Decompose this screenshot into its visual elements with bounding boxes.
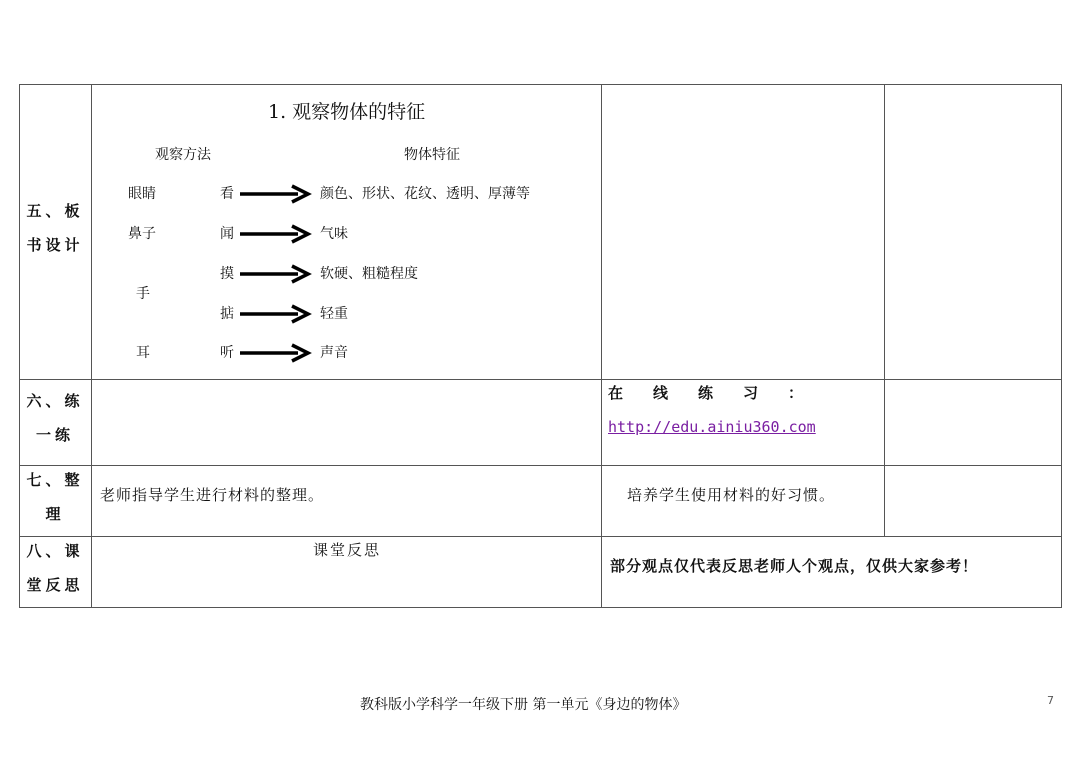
- row-label-board-design: 五、板书设计: [26, 202, 84, 254]
- table-right-border: [1061, 84, 1062, 608]
- feature-listen: 声音: [320, 345, 348, 361]
- organ-eyes: 眼睛: [128, 186, 156, 202]
- row-label-organize: 七、整理: [26, 471, 84, 523]
- online-practice-label: 在 线 练 习 ：: [608, 384, 804, 402]
- right-arrow-icon: [240, 224, 312, 244]
- feature-smell: 气味: [320, 226, 348, 242]
- column-header-feature: 物体特征: [404, 147, 460, 163]
- action-look: 看: [220, 186, 234, 202]
- action-touch: 摸: [220, 266, 234, 282]
- column-divider: [884, 84, 885, 536]
- column-divider: [91, 84, 92, 608]
- right-arrow-icon: [240, 184, 312, 204]
- organ-nose: 鼻子: [128, 226, 156, 242]
- table-left-border: [19, 84, 20, 608]
- practice-link[interactable]: http://edu.ainiu360.com: [608, 418, 816, 436]
- row-label-practice: 六、练一练: [26, 392, 84, 444]
- page-footer: 教科版小学科学一年级下册 第一单元《身边的物体》: [360, 697, 687, 713]
- row-divider: [19, 465, 1062, 466]
- feature-look: 颜色、形状、花纹、透明、厚薄等: [320, 186, 530, 202]
- page-number: 7: [1047, 694, 1054, 707]
- right-arrow-icon: [240, 304, 312, 324]
- row-divider: [19, 379, 1062, 380]
- right-arrow-icon: [240, 343, 312, 363]
- row-label-reflection: 八、课堂反思: [26, 542, 84, 594]
- row-divider: [19, 536, 1062, 537]
- action-listen: 听: [220, 345, 234, 361]
- board-title: 1. 观察物体的特征: [268, 101, 426, 123]
- organize-purpose: 培养学生使用材料的好习惯。: [627, 486, 836, 504]
- table-bottom-border: [19, 607, 1062, 608]
- organ-ear: 耳: [136, 345, 150, 361]
- feature-weigh: 轻重: [320, 306, 348, 322]
- right-arrow-icon: [240, 264, 312, 284]
- action-weigh: 掂: [220, 306, 234, 322]
- reflection-note: 部分观点仅代表反思老师人个观点，仅供大家参考！: [610, 557, 979, 575]
- action-smell: 闻: [220, 226, 234, 242]
- organ-hand: 手: [136, 286, 150, 302]
- column-divider: [601, 84, 602, 608]
- column-header-method: 观察方法: [155, 147, 211, 163]
- feature-touch: 软硬、粗糙程度: [320, 266, 418, 282]
- reflection-heading: 课堂反思: [313, 541, 382, 559]
- organize-content: 老师指导学生进行材料的整理。: [100, 486, 325, 504]
- table-top-border: [19, 84, 1062, 85]
